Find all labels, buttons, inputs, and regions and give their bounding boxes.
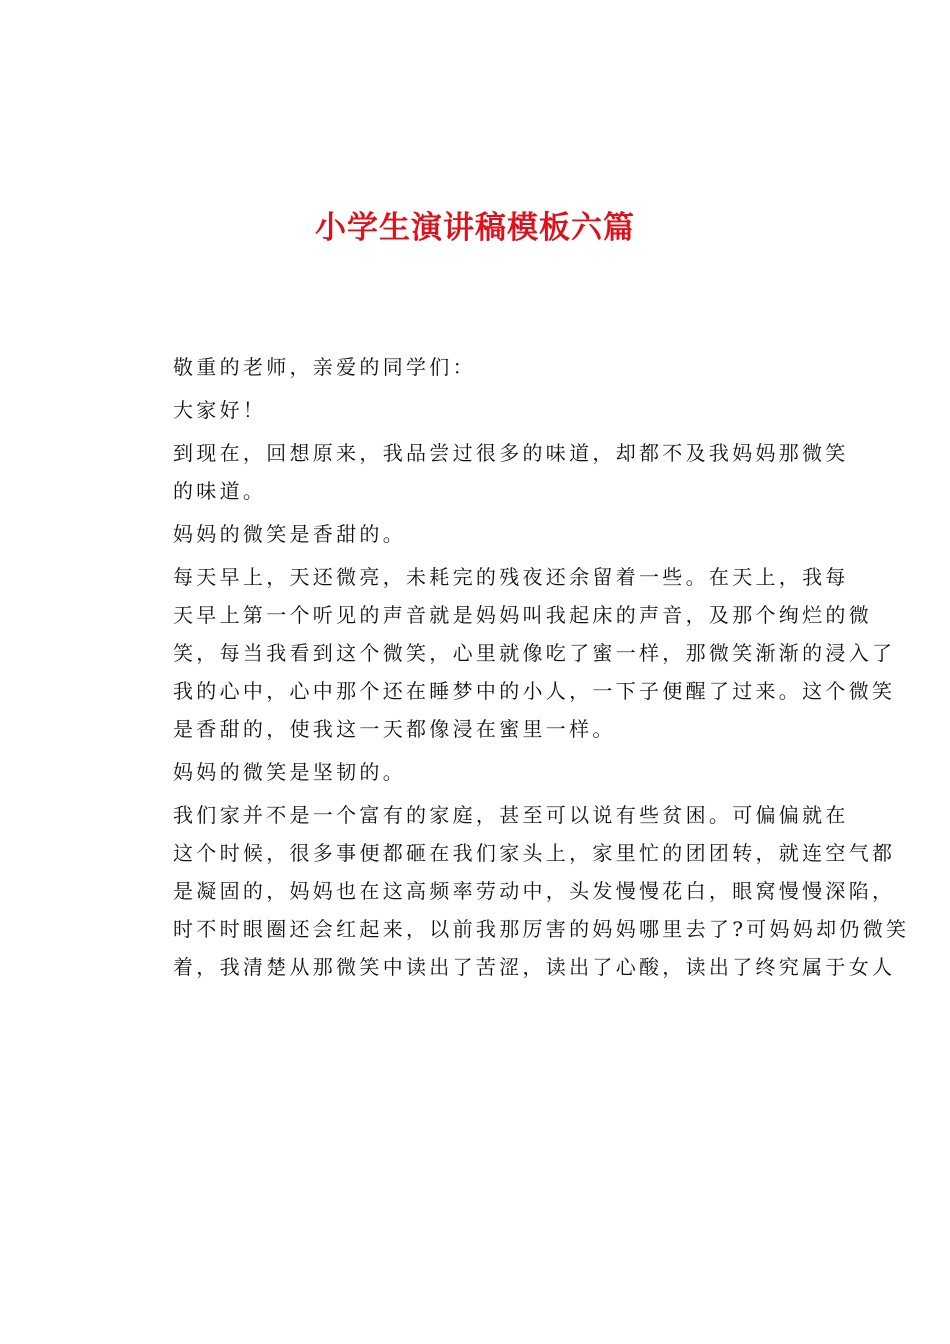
document-title: 小学生演讲稿模板六篇: [315, 210, 635, 246]
document-body: [130, 348, 910, 991]
paragraph-line: 我的心中，心中那个还在睡梦中的小人，一下子便醒了过来。这个微笑: [173, 679, 896, 703]
paragraph-line: 妈妈的微笑是香甜的。: [173, 522, 406, 546]
paragraph-line: 是凝固的，妈妈也在这高频率劳动中，头发慢慢花白，眼窝慢慢深陷，: [173, 879, 896, 903]
paragraph: [130, 434, 849, 510]
paragraph-line: 大家好！: [173, 398, 267, 422]
paragraph-line: 时不时眼圈还会红起来，以前我那厉害的妈妈哪里去了?可妈妈却仍微笑: [173, 917, 910, 941]
paragraph: [130, 796, 910, 986]
paragraph-line: 我们家并不是一个富有的家庭，甚至可以说有些贫困。可偏偏就在: [173, 803, 849, 827]
paragraph-line: 的味道。: [173, 479, 267, 503]
paragraph-line: 这个时候，很多事便都砸在我们家头上，家里忙的团团转，就连空气都: [173, 841, 896, 865]
paragraph-line: 每天早上，天还微亮，未耗完的残夜还余留着一些。在天上，我每: [173, 565, 849, 589]
paragraph-line: 妈妈的微笑是坚韧的。: [173, 760, 406, 784]
paragraph: [130, 515, 830, 553]
paragraph-line: 到现在，回想原来，我品尝过很多的味道，却都不及我妈妈那微笑: [173, 441, 849, 465]
paragraph-line: 笑，每当我看到这个微笑，心里就像吃了蜜一样，那微笑渐渐的浸入了: [173, 641, 896, 665]
paragraph-line: 天早上第一个听见的声音就是妈妈叫我起床的声音，及那个绚烂的微: [173, 603, 872, 627]
paragraph: [130, 753, 830, 791]
paragraph-line: 是香甜的，使我这一天都像浸在蜜里一样。: [173, 717, 616, 741]
paragraph-line: 着，我清楚从那微笑中读出了苦涩，读出了心酸，读出了终究属于女人: [173, 955, 896, 979]
paragraph: [130, 391, 830, 429]
paragraph: [130, 558, 896, 748]
paragraph: [130, 348, 830, 386]
paragraph-line: 敬重的老师，亲爱的同学们：: [173, 355, 476, 379]
